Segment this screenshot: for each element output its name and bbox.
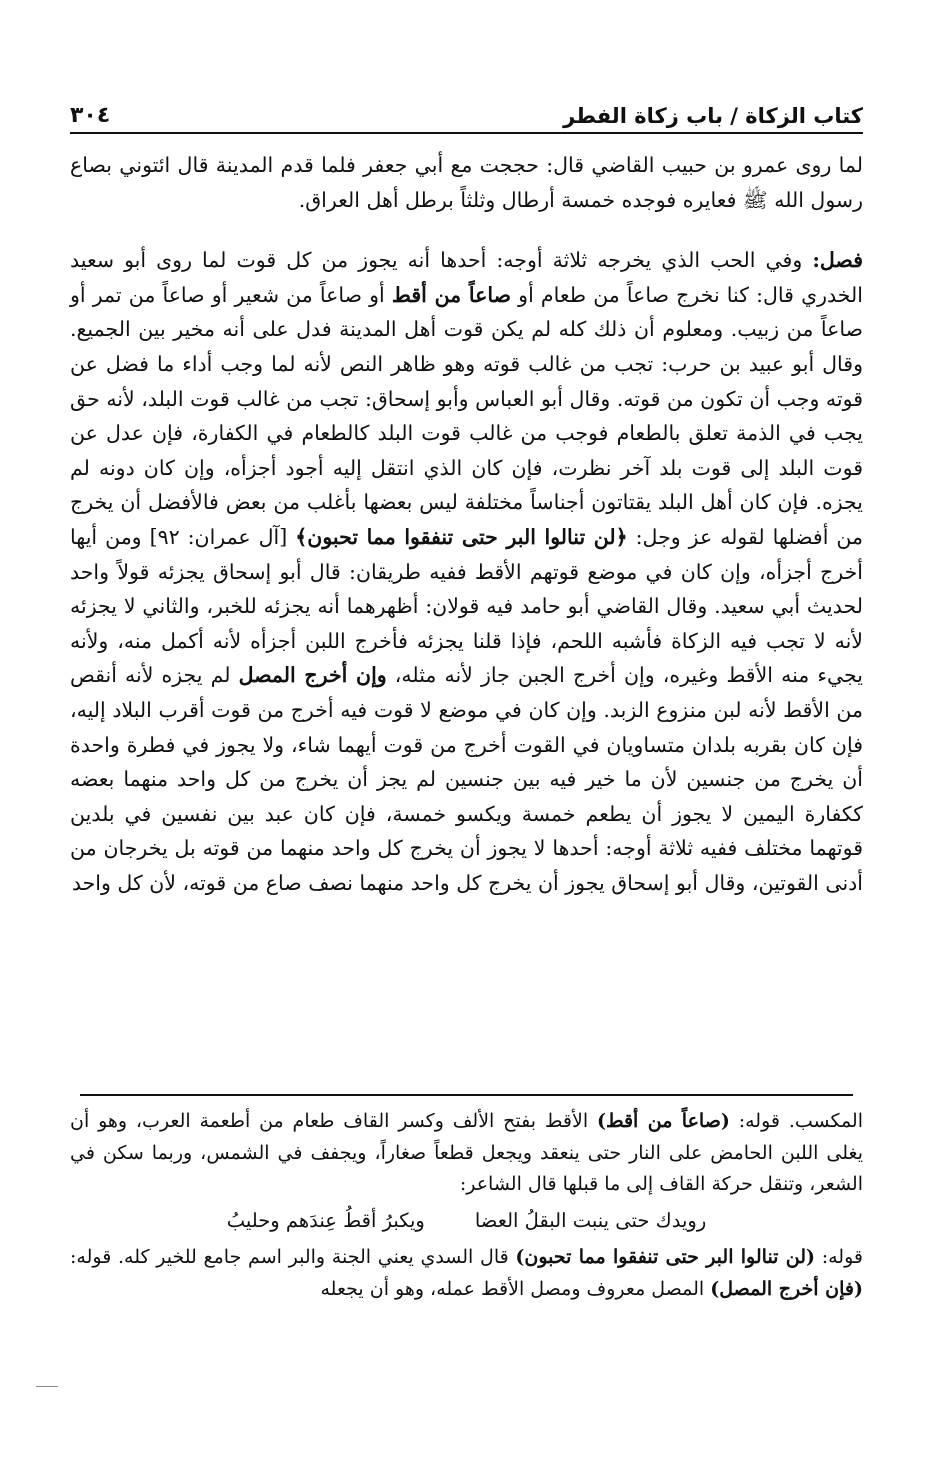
text-run: لم يجزه لأنه أنقص من الأقط لأنه لبن منزوع الزبد. وإن كان في موضع لا قوت فيه أخرج من قوت أقرب البلاد إليه، فإن كان بقربه بلدان متساويان في القوت أخرج من قوت أيهما شاء، ولا يجوز في فطرة واحدة أن يخرج من جنسين لأن ما خير فيه بين جنسين لم يجز أن يخرج من كل واحد منهما بعضه ككفارة اليمين لا يجوز أن يطعم خمسة ويكسو خمسة، فإن كان عبد بين نفسين في بلدين قوتهما مختلف ففيه ثلاثة أوجه: أحدها لا يجوز أن يخرج كل واحد منهما من قوته بل يخرجان من أدنى القوتين، وقال أبو إسحاق يجوز أن يخرج كل واحد منهما نصف صاع من قوته، لأن كل واحد [70,663,863,895]
page-number: ٣٠٤ [70,103,111,128]
margin-tick [36,1386,58,1387]
text-run: الأقط بفتح الألف وكسر القاف طعام من أطعمة العرب، وهو أن يغلى اللبن الحامض على النار حتى ينعقد ويجعل قطعاً صغاراً، ويجفف في الشمس، وربما سكن في الشعر، وتنقل حركة القاف إلى ما قبلها قال الشاعر: [70,1110,863,1195]
text-run: قوله: [815,1246,863,1268]
quran-quote: ﴿لن تنالوا البر حتى تنفقوا مما تحبون﴾ [295,524,628,549]
verse-second-hemistich: ويكبرُ أقطُ عِندَهم وحليبُ [226,1208,425,1232]
footnotes [70,1106,863,1305]
intro-paragraph: لما روى عمرو بن حبيب القاضي قال: حججت مع أبي جعفر فلما قدم المدينة قال ائتوني بصاع رسول الله ﷺ فعايره فوجده خمسة أرطال وثلثاً برطل أهل العراق. [70,153,863,212]
fasl-label: فصل: [812,248,863,273]
fasl-paragraph [70,243,863,900]
bold-term: صاعاً من أقط [391,282,512,307]
running-title: كتاب الزكاة / باب زكاة الفطر [563,104,863,128]
poetry-verse [70,1205,863,1237]
text-run: المصل معروف ومصل الأقط عمله، وهو أن يجعله [320,1277,711,1300]
footnote-paragraph [70,1106,863,1201]
running-header [70,94,863,134]
text-run: قال السدي يعني الجنة والبر اسم جامع للخير كله. قوله: [70,1246,516,1268]
text-run: المكسب. قوله: [729,1110,864,1132]
verse-first-hemistich: رويدك حتى ينبت البقلُ العضا [474,1208,707,1232]
footnote-term: (لن تنالوا البر حتى تنفقوا مما تحبون) [515,1246,815,1268]
text-run: وفي الحب الذي يخرجه ثلاثة أوجه: أحدها أنه يجوز من كل قوت لما روى أبو سعيد الخدري قال: كنا نخرج صاعاً من طعام أو [70,248,863,307]
footnote-term: (صاعاً من أقط) [596,1110,730,1132]
bold-term: وإن أخرج المصل [238,663,387,688]
footnote-term: (فإن أخرج المصل) [710,1277,863,1300]
text-run: أو صاعاً من شعير أو صاعاً من تمر أو صاعاً من زبيب. ومعلوم أن ذلك كله لم يكن قوت أهل المدينة فدل على أنه مخير بين الجميع. وقال أبو عبيد بن حرب: تجب من غالب قوته وهو ظاهر النص لأنه لما وجب أداء ما فضل عن قوته وجب أن تكون من قوته. وقال أبو العباس وأبو إسحاق: تجب من غالب قوت البلد، لأنه حق يجب في الذمة تعلق بالطعام فوجب من غالب قوت البلد كالطعام في الكفارة، فإن عدل عن قوت البلد إلى قوت بلد آخر نظرت، فإن كان الذي انتقل إليه أجود أجزأه، وإن كان دونه لم يجزه. فإن كان أهل البلد يقتاتون أجناساً مختلفة ليس بعضها بأغلب من بعض فالأفضل أن يخرج من أفضلها لقوله عز وجل: [70,282,863,549]
footnote-paragraph [70,1242,863,1305]
text-run: [آل عمران: ٩٢] ومن أيها أخرج أجزأه، وإن كان في موضع قوتهم الأقط ففيه طريقان: قال أبو إسحاق يجزئه قولاً واحد لحديث أبي سعيد. وقال القاضي أبو حامد فيه قولان: أظهرهما أنه يجزئه للخبر، والثاني لا يجزئه لأنه لا تجب فيه الزكاة فأشبه اللحم، فإذا قلنا يجزئه فأخرج اللبن أجزأه لأنه أكمل منه، ولأنه يجيء منه الأقط وغيره، وإن أخرج الجبن جاز لأنه مثله، [70,524,864,688]
main-text [70,148,863,900]
footnote-divider [80,1094,853,1096]
